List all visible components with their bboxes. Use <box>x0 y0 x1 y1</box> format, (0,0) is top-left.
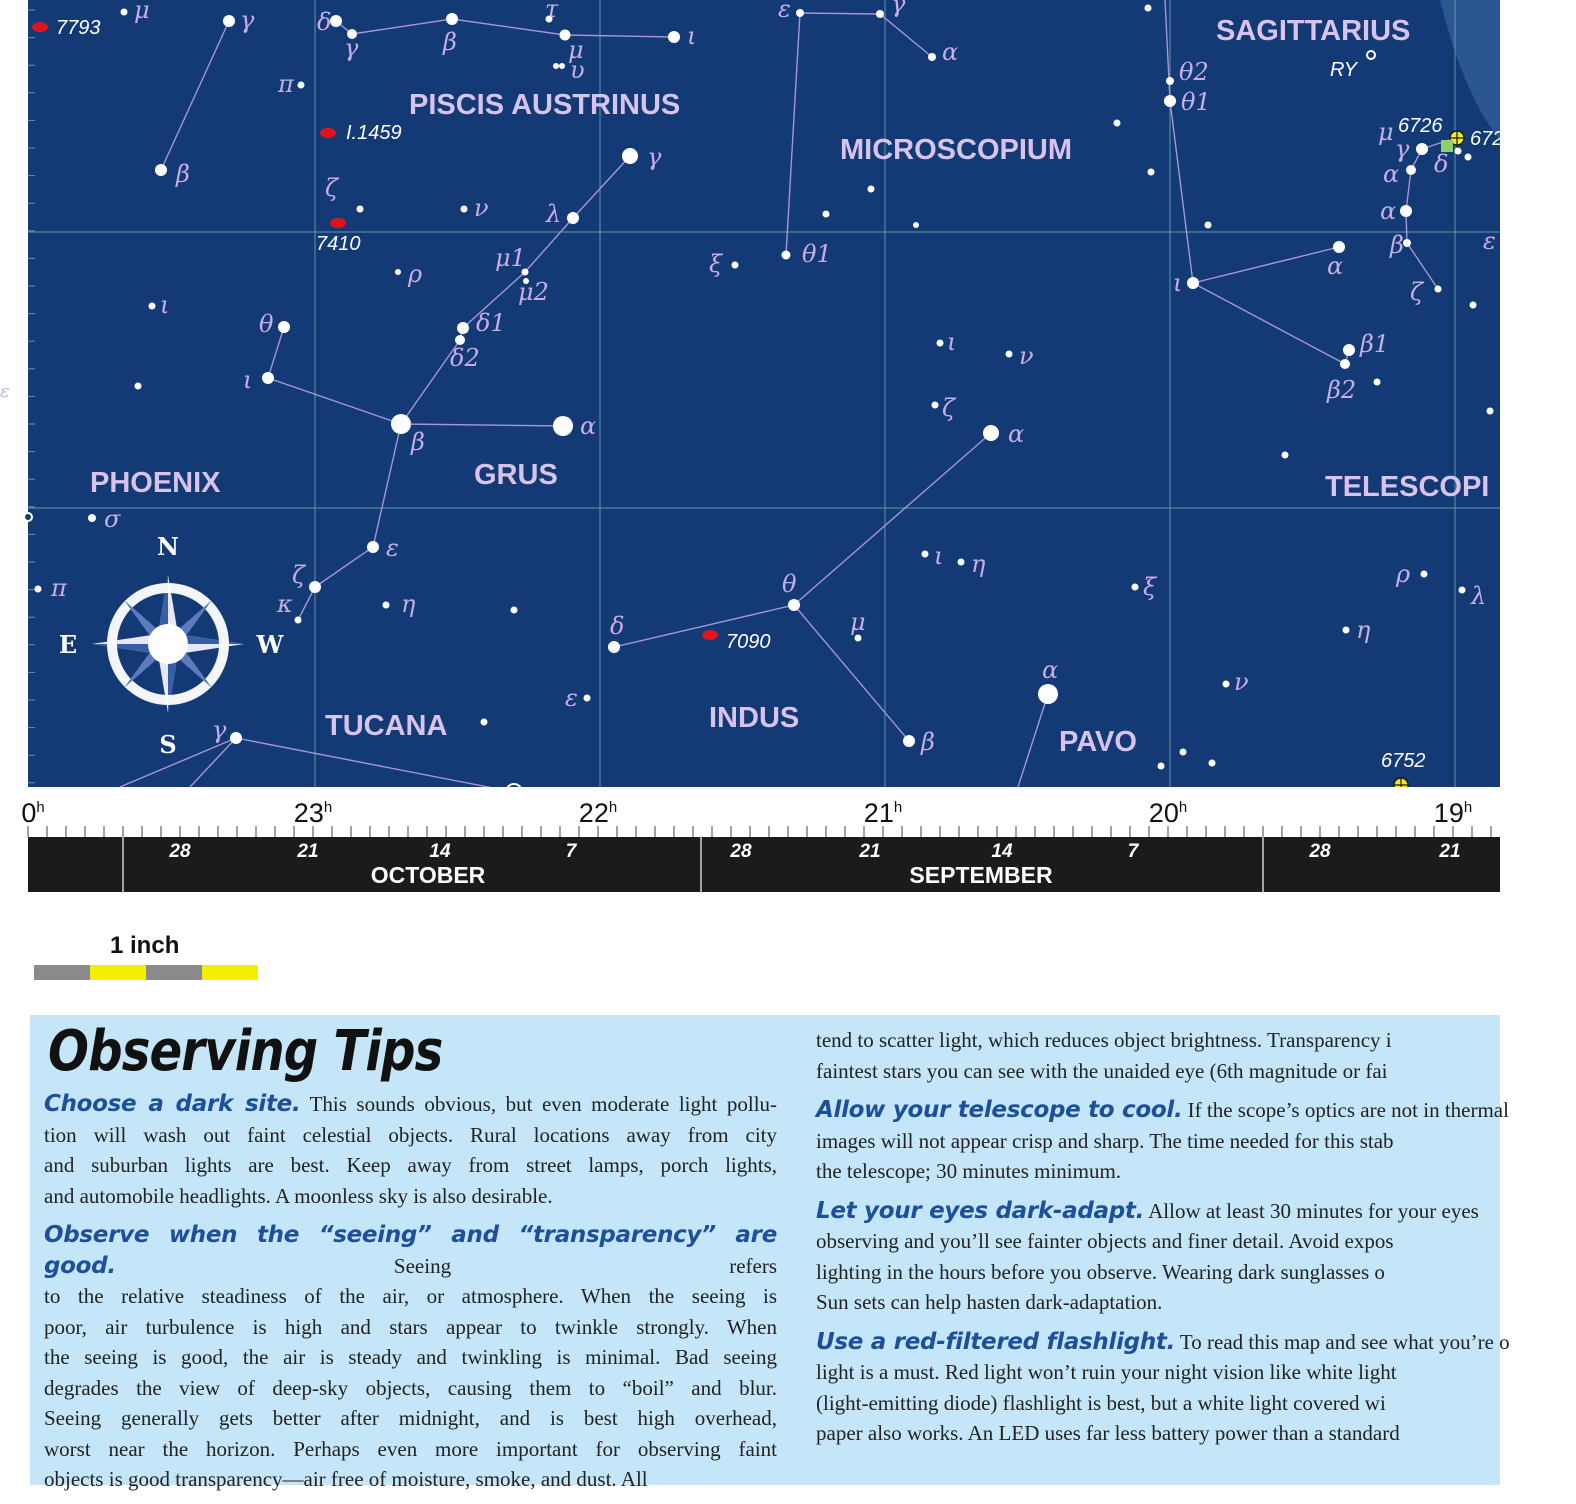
tip-line <box>44 1150 777 1181</box>
tip-line <box>44 1120 777 1151</box>
dec-label: 0 <box>0 496 13 521</box>
tip-line <box>816 1095 1576 1126</box>
tip-text: objects is good transparency—air free of moisture, smoke, and dust. All <box>44 1467 648 1491</box>
star-label: ι <box>687 22 697 50</box>
tip-line <box>816 1287 1576 1318</box>
tip-text: observing and you’ll see fainter objects and finer detail. Avoid expos <box>816 1229 1394 1253</box>
constellation-label: SAGITTARIUS <box>1216 15 1411 47</box>
tip-text: Sun sets can help hasten dark-adaptation. <box>816 1290 1163 1314</box>
tip-text: If the scope’s optics are not in thermal <box>1187 1098 1509 1122</box>
tip-line <box>44 1089 777 1120</box>
scale-segment <box>202 965 258 980</box>
tip-text: tion will wash out faint celestial objects. Rural locations away from city <box>44 1122 777 1147</box>
dec-label: 5 <box>0 634 13 659</box>
star-label: ζ <box>292 561 306 589</box>
star-label: δ1 <box>476 309 506 337</box>
tip-line <box>44 1464 777 1495</box>
tip-line <box>816 1156 1576 1187</box>
constellation-label: PHOENIX <box>90 467 221 499</box>
star-label: μ1 <box>495 244 526 272</box>
dec-label: 5 <box>0 80 13 105</box>
constellation-label: PISCIS AUSTRINUS <box>409 89 681 121</box>
star-label: μ <box>134 0 150 24</box>
star-label: β <box>921 728 935 756</box>
tip-line <box>44 1434 777 1465</box>
scale-segment <box>146 965 202 980</box>
tip-paragraph <box>44 1220 777 1495</box>
star-label: τ <box>545 0 559 23</box>
ra-label: 19$^h$ <box>1433 798 1473 828</box>
deep-sky-label: 7090 <box>726 631 771 653</box>
star-label: ξ <box>1143 573 1157 601</box>
tip-text: and automobile headlights. A moonless sky is also desirable. <box>44 1183 553 1208</box>
scale-segments <box>34 965 258 980</box>
day-label: 7 <box>1127 841 1139 862</box>
star-label: μ <box>850 608 866 636</box>
constellation-label: TUCANA <box>325 710 448 742</box>
declination-labels <box>0 80 12 797</box>
compass-w: W <box>256 630 284 659</box>
tip-line <box>816 1327 1576 1358</box>
deep-sky-label: I.1459 <box>346 122 402 144</box>
tip-paragraph <box>816 1095 1576 1187</box>
tip-text: images will not appear crisp and sharp. The time needed for this stab <box>816 1128 1394 1153</box>
ra-axis-background <box>28 787 1500 837</box>
tip-text: the telescope; 30 minutes minimum. <box>816 1159 1122 1183</box>
tip-heading: Observe when the “seeing” and “transparency” are good. <box>44 1222 777 1279</box>
star-label: β1 <box>1360 330 1390 358</box>
tip-text: light is a must. Red light won’t ruin your night vision like white light <box>816 1360 1397 1384</box>
star-label: π <box>51 574 67 602</box>
star-label: μ <box>568 36 584 64</box>
star-label: μ2 <box>518 278 549 306</box>
day-label: 21 <box>859 841 881 862</box>
tip-line <box>816 1056 1576 1087</box>
star-label: α <box>942 38 959 66</box>
day-label: 28 <box>1309 841 1331 862</box>
tip-text: paper also works. An LED uses far less battery power than a standard <box>816 1421 1400 1445</box>
dec-label: 0 <box>0 220 13 245</box>
tip-line <box>816 1388 1576 1419</box>
star-label: α <box>1327 252 1344 280</box>
tip-paragraph <box>816 1025 1576 1086</box>
ra-label: 21$^h$ <box>863 798 903 828</box>
star-label: ε <box>1483 227 1496 255</box>
star-label: η <box>1356 616 1371 644</box>
star-label: β <box>1390 231 1404 259</box>
day-label: 28 <box>169 841 191 862</box>
star-label: ι <box>243 366 253 394</box>
star-label: π <box>278 70 294 98</box>
star-label: β <box>443 28 457 56</box>
month-label: OCTOBER <box>370 862 486 888</box>
star-label: ι <box>160 291 170 319</box>
dec-label: 5 <box>0 358 13 383</box>
dec-star-label: ε <box>0 381 10 402</box>
star-label: β <box>411 428 425 456</box>
star-label: υ <box>570 56 585 84</box>
tip-line <box>816 1025 1576 1056</box>
tip-line <box>816 1257 1576 1288</box>
tip-line <box>44 1281 777 1312</box>
dec-label: 0 <box>0 772 13 797</box>
tip-line <box>44 1312 777 1343</box>
star-label: α <box>1380 197 1397 225</box>
star-label: σ <box>104 505 121 533</box>
tip-line <box>44 1220 777 1281</box>
tip-text: to the relative steadiness of the air, or atmosphere. When the seeing is <box>44 1284 777 1308</box>
star-label: η <box>401 590 416 618</box>
star-label: θ2 <box>1179 58 1209 86</box>
tip-text: Seeing refers <box>393 1253 778 1278</box>
date-band <box>28 837 1500 892</box>
star-label: ι <box>934 542 944 570</box>
star-label: θ1 <box>1181 88 1211 116</box>
tip-text: worst near the horizon. Perhaps even more important for observing faint <box>44 1436 777 1461</box>
star-label: ι <box>947 328 957 356</box>
tip-text: and suburban lights are best. Keep away from street lamps, porch lights, <box>44 1153 777 1177</box>
tip-text: degrades the view of deep-sky objects, causing them to “boil” and blur. <box>44 1375 777 1400</box>
star-label: α <box>1042 656 1059 684</box>
star-label: α <box>1383 160 1400 188</box>
tip-line <box>816 1418 1576 1449</box>
star-label: θ <box>782 570 797 598</box>
tip-line <box>44 1342 777 1373</box>
tip-heading: Use a red-filtered flashlight. <box>816 1328 1176 1355</box>
compass-e: E <box>58 630 78 659</box>
day-label: 7 <box>565 841 577 862</box>
star-label: θ1 <box>802 240 832 268</box>
tip-text: Allow at least 30 minutes for your eyes <box>1148 1198 1479 1223</box>
star-label: γ <box>891 0 906 18</box>
tip-paragraph <box>44 1089 777 1211</box>
day-label: 21 <box>297 841 319 862</box>
tip-text: the seeing is good, the air is steady and twinkling is minimal. Bad seeing <box>44 1345 777 1369</box>
ra-label: 23$^h$ <box>293 798 333 828</box>
star-label: μ <box>1378 118 1394 146</box>
day-label: 14 <box>991 841 1013 862</box>
star-label: β2 <box>1327 376 1357 404</box>
star-label: γ <box>1395 135 1410 163</box>
month-label: SEPTEMBER <box>909 862 1053 888</box>
star-label: λ <box>1471 582 1487 610</box>
star-label: ρ <box>1396 560 1411 588</box>
star-label: ζ <box>1410 278 1424 306</box>
deep-sky-label: 6752 <box>1381 750 1426 772</box>
star-label: ρ <box>408 260 423 288</box>
tip-paragraph <box>816 1327 1576 1449</box>
deep-sky-label: RY <box>1330 59 1358 81</box>
ra-label: 22$^h$ <box>578 798 618 828</box>
tip-text: (light-emitting diode) flashlight is best, but a white light covered wi <box>816 1390 1386 1415</box>
scale-label: 1 inch <box>110 932 180 959</box>
tips-title: Observing Tips <box>48 1019 443 1084</box>
tip-heading: Choose a dark site. <box>44 1091 301 1117</box>
ra-label: 20$^h$ <box>1148 798 1188 828</box>
tips-column-left <box>44 1089 777 1504</box>
tip-text: This sounds obvious, but even moderate light pollu- <box>309 1092 778 1116</box>
tip-line <box>816 1357 1576 1388</box>
tip-paragraph <box>816 1196 1576 1318</box>
star-label: κ <box>277 590 293 618</box>
star-label: β <box>176 160 190 188</box>
star-label: ν <box>474 194 489 222</box>
constellation-label: GRUS <box>474 459 558 491</box>
star-label: γ <box>647 143 662 171</box>
deep-sky-label: 7410 <box>316 233 361 255</box>
star-label: γ <box>344 34 359 62</box>
scale-segment <box>90 965 146 980</box>
star-label: ζ <box>325 174 339 202</box>
day-label: 21 <box>1439 841 1461 862</box>
star-label: θ <box>259 310 274 338</box>
star-label: δ <box>1434 150 1449 178</box>
tip-line <box>44 1403 777 1434</box>
day-label: 14 <box>429 841 451 862</box>
constellation-label: PAVO <box>1059 726 1137 758</box>
tip-text: poor, air turbulence is high and stars appear to twinkle strongly. When <box>44 1314 777 1339</box>
compass-n: N <box>157 532 179 561</box>
star-label: ε <box>778 0 791 23</box>
star-label: ι <box>1173 269 1183 297</box>
tip-line <box>44 1373 777 1404</box>
tip-line <box>44 1181 777 1212</box>
day-label: 28 <box>730 841 752 862</box>
tip-heading: Allow your telescope to cool. <box>816 1097 1183 1123</box>
deep-sky-label: 672 <box>1470 128 1504 150</box>
star-label: ζ <box>942 394 956 422</box>
tip-line <box>816 1226 1576 1257</box>
star-label: λ <box>546 200 562 228</box>
observing-tips-panel <box>30 1015 1510 1491</box>
scale-bar <box>34 930 264 990</box>
star-label: γ <box>240 6 255 34</box>
ra-label: 0$^h$ <box>21 798 45 828</box>
star-label: α <box>1008 420 1025 448</box>
star-label: α <box>580 412 597 440</box>
tip-heading: Let your eyes dark-adapt. <box>816 1197 1145 1224</box>
deep-sky-label: 6726 <box>1398 115 1443 137</box>
constellation-label: INDUS <box>709 702 800 734</box>
tip-line <box>816 1196 1576 1227</box>
star-label: ν <box>1019 342 1034 370</box>
deep-sky-label: 7793 <box>56 17 101 39</box>
tip-text: Seeing generally gets better after midnight, and is best high overhead, <box>44 1406 777 1430</box>
tip-text: lighting in the hours before you observe. Wearing dark sunglasses o <box>816 1259 1385 1284</box>
tip-text: faintest stars you can see with the unaided eye (6th magnitude or fai <box>816 1058 1388 1083</box>
star-label: γ <box>212 716 227 744</box>
tips-column-right <box>816 1025 1576 1458</box>
star-label: δ <box>317 8 332 36</box>
star-label: δ <box>610 612 625 640</box>
star-label: ε <box>565 684 578 712</box>
tip-text: tend to scatter light, which reduces object brightness. Transparency i <box>816 1028 1392 1052</box>
star-label: δ2 <box>450 344 480 372</box>
tip-line <box>816 1126 1576 1157</box>
star-label: ε <box>386 534 399 562</box>
compass-s: S <box>159 730 177 759</box>
tip-text: To read this map and see what you’re o <box>1179 1329 1510 1354</box>
star-label: ν <box>1234 668 1249 696</box>
constellation-label: TELESCOPI <box>1325 471 1490 503</box>
star-label: ξ <box>709 250 723 278</box>
star-label: η <box>971 550 986 578</box>
scale-segment <box>34 965 90 980</box>
constellation-label: MICROSCOPIUM <box>840 134 1072 166</box>
